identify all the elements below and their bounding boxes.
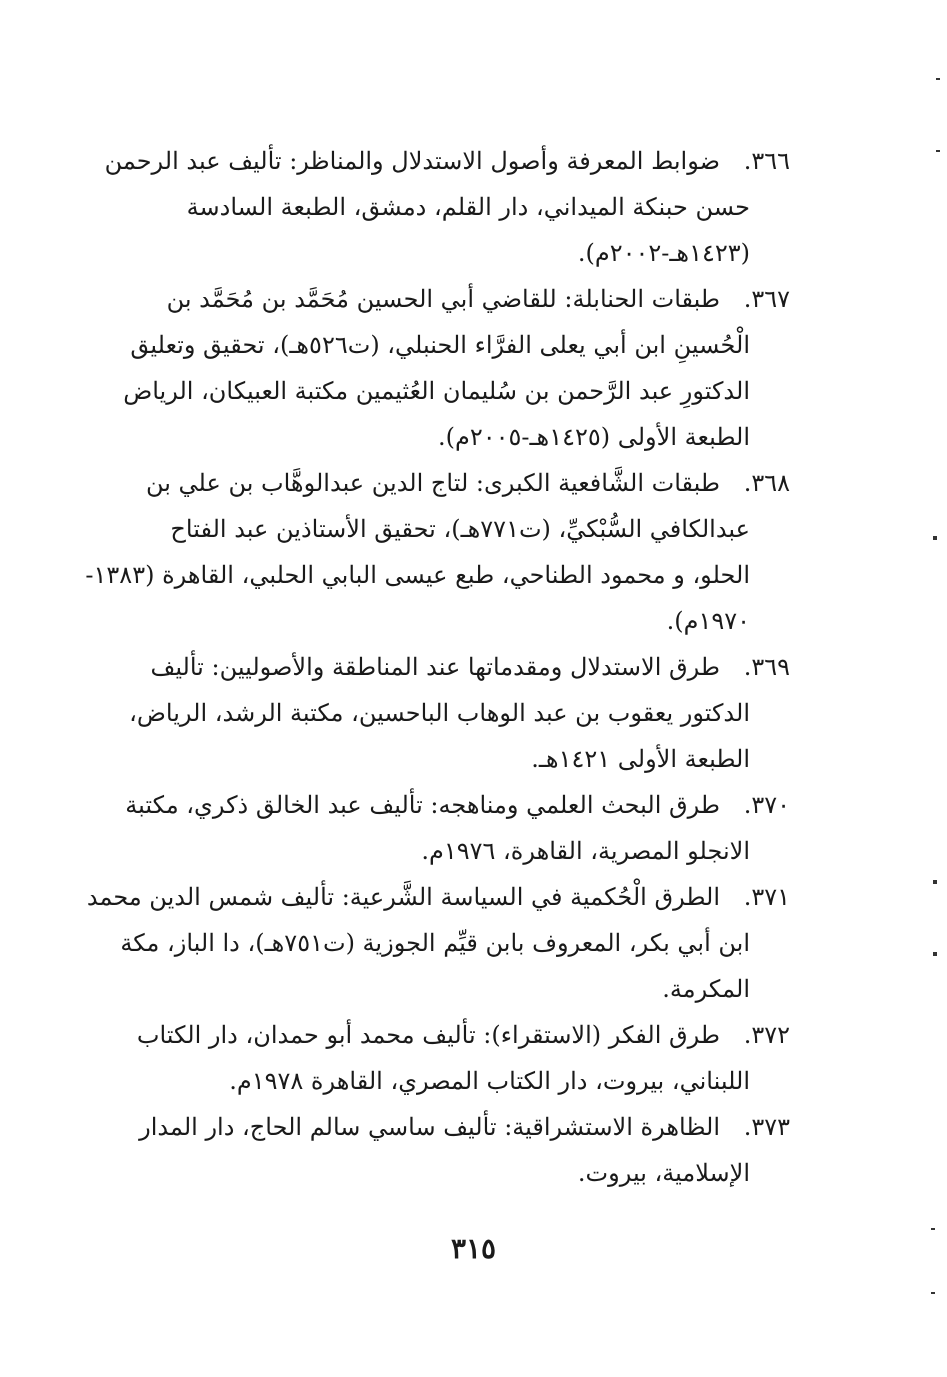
page-number: ٣١٥ [450,1232,497,1265]
scan-mark [931,1228,935,1230]
entry-line: الدكتورِ عبد الرَّحمن بن سُليمان العُثيمين مكتبة العبيكان، الرياض [123,377,750,405]
entry-number: ٣٦٨. [743,469,790,497]
entry-line: الْحُسينِ ابن أبي يعلى الفرَّاء الحنبلي، (ت٥٢٦هـ)، تحقيق وتعليق [130,331,750,359]
entry-number: ٣٦٩. [743,653,790,681]
entry-number: ٣٧٢. [743,1021,790,1049]
scan-mark [931,1292,935,1294]
bibliography-entry [85,460,790,644]
entry-line: طبقات الشَّافعية الكبرى: لتاج الدين عبدالوهَّاب بن علي بن [145,469,720,497]
entry-line: طرق البحث العلمي ومناهجه: تأليف عبد الخالق ذكري، مكتبة [125,791,720,819]
entry-line: الدكتور يعقوب بن عبد الوهاب الباحسين، مكتبة الرشد، الرياض، [129,699,750,727]
scan-mark [936,78,940,80]
entry-line: الانجلو المصرية، القاهرة، ١٩٧٦م. [421,837,750,865]
entry-line: الإسلامية، بيروت. [577,1159,750,1187]
bibliography-entry [125,276,790,460]
entry-line: (١٤٢٣هـ-٢٠٠٢م). [577,239,750,267]
entry-line: الطبعة الأولى ١٤٢١هـ. [531,745,750,773]
entry-line: طرق الاستدلال ومقدماتها عند المناطقة والأصوليين: تأليف [150,653,720,681]
bibliography-entry [104,138,790,276]
bibliography-entry [125,1104,790,1196]
entry-line: الطرق الْحُكمية في السياسة الشَّرعية: تأليف شمس الدين محمد [86,883,720,911]
entry-line: الظاهرة الاستشراقية: تأليف ساسي سالم الحاج، دار المدار [139,1113,720,1141]
bibliography-entry [125,1012,790,1104]
bibliography-entry [125,644,790,782]
entry-line: اللبناني، بيروت، دار الكتاب المصري، القاهرة ١٩٧٨م. [229,1067,750,1095]
bibliography-list [85,138,790,1196]
scan-mark [933,536,937,540]
bibliography-entry [86,874,790,1012]
entry-line: ضوابط المعرفة وأصول الاستدلال والمناظر: تأليف عبد الرحمن [104,147,720,175]
scan-mark [936,150,940,152]
entry-number: ٣٦٧. [743,285,790,313]
entry-number: ٣٧١. [743,883,790,911]
entry-line: الحلو، و محمود الطناحي، طبع عيسى البابي الحلبي، القاهرة (١٣٨٣- [85,561,750,589]
entry-line: حسن حبنكة الميداني، دار القلم، دمشق، الطبعة السادسة [186,193,750,221]
entry-line: طرق الفكر (الاستقراء): تأليف محمد أبو حمدان، دار الكتاب [136,1021,720,1049]
scan-mark [933,952,937,956]
entry-line: المكرمة. [662,975,750,1003]
entry-number: ٣٦٦. [743,147,790,175]
entry-number: ٣٧٠. [743,791,790,819]
bibliography-entry [125,782,790,874]
entry-line: ابن أبي بكر، المعروف بابن قيِّم الجوزية (ت٧٥١هـ)، دا الباز، مكة [120,929,750,957]
entry-number: ٣٧٣. [743,1113,790,1141]
scan-mark [933,880,937,884]
entry-line: عبدالكافي السُّبْكيِّ، (ت٧٧١هـ)، تحقيق الأستاذين عبد الفتاح [170,515,750,543]
entry-line: طبقات الحنابلة: للقاضي أبي الحسين مُحَمَّد بن مُحَمَّد بن [166,285,720,313]
entry-line: الطبعة الأولى (١٤٢٥هـ-٢٠٠٥م). [437,423,750,451]
entry-line: ١٩٧٠م). [666,607,750,635]
